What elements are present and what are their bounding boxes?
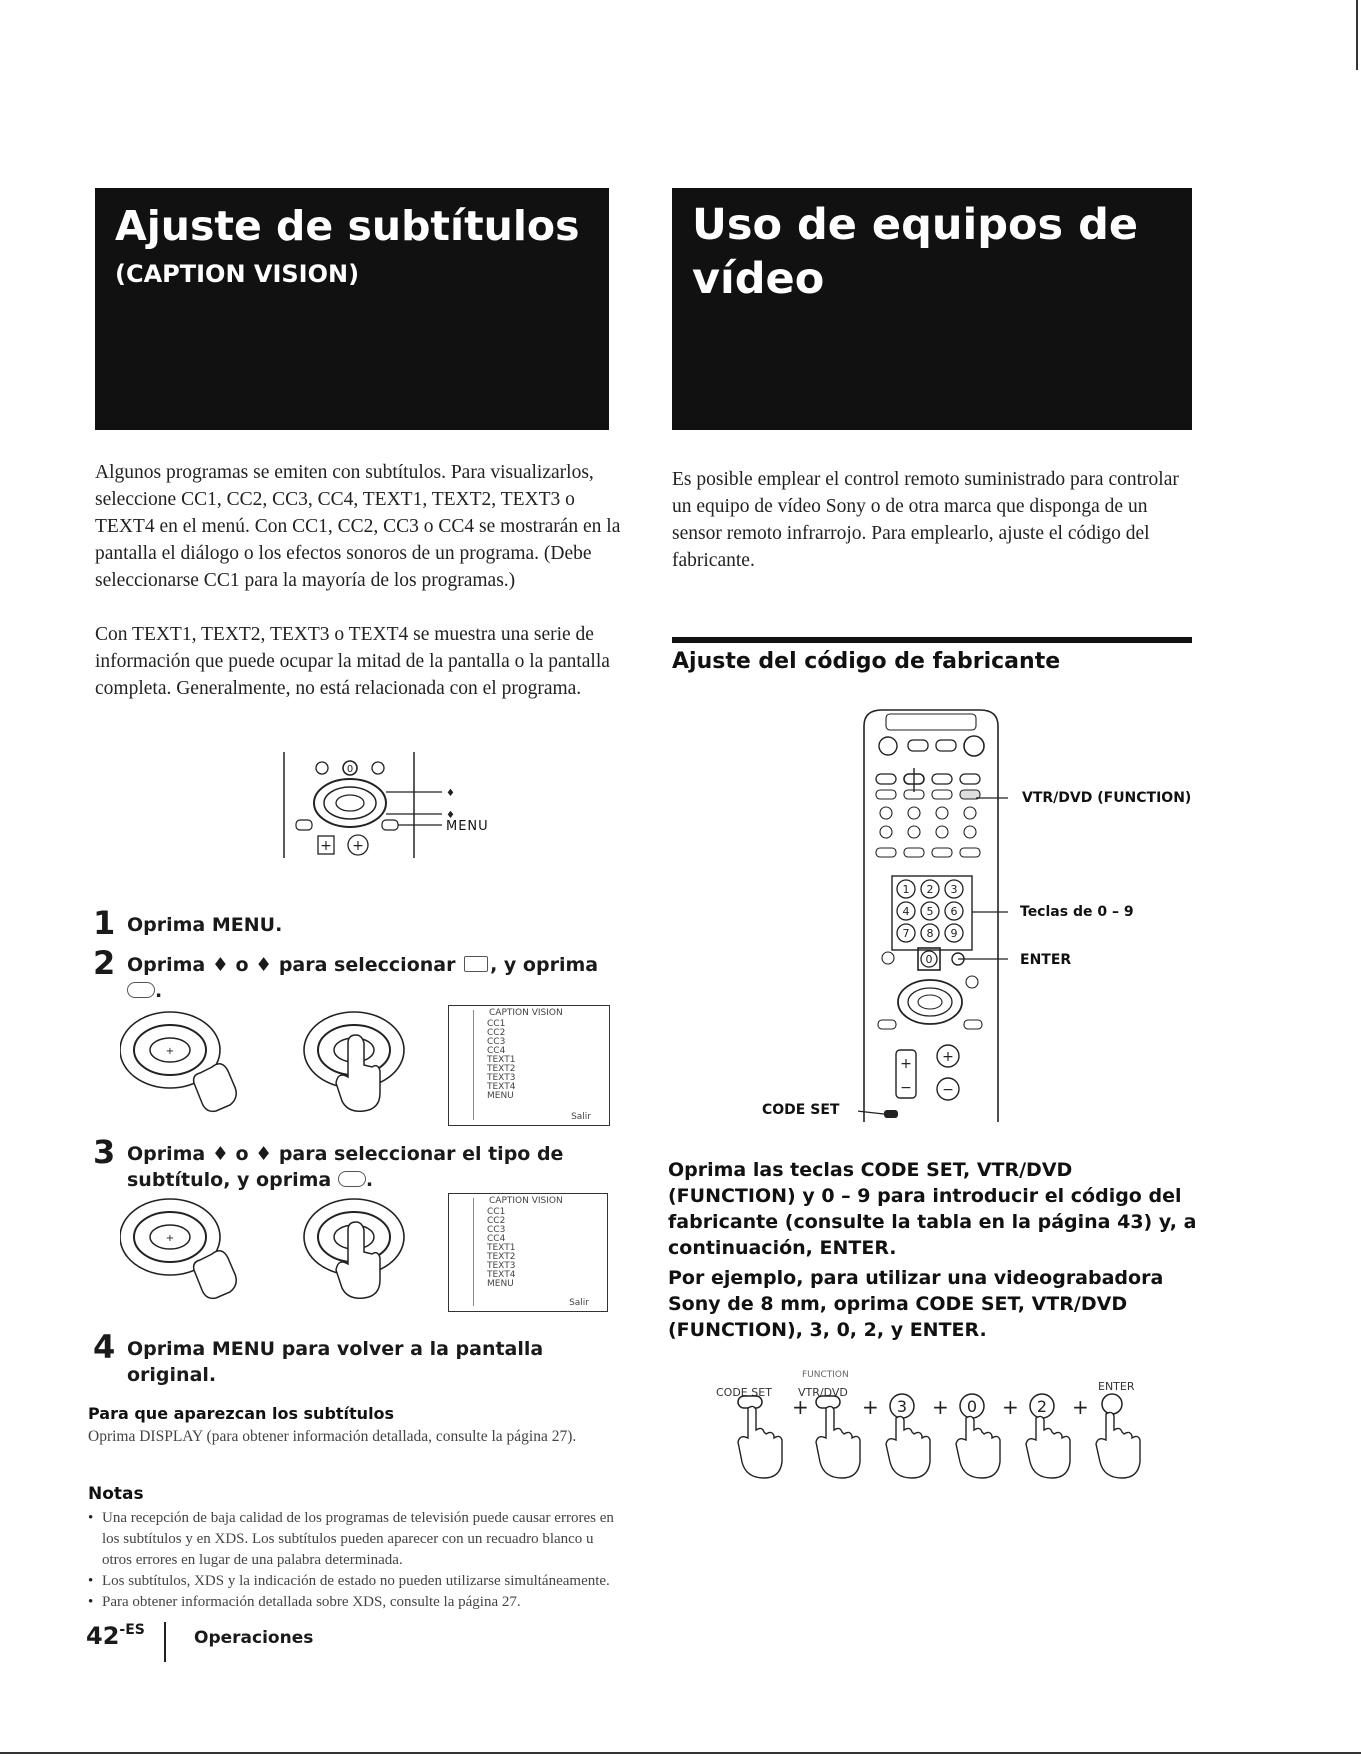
note-item: • Los subtítulos, XDS y la indicación de estado no pueden utilizarse simultáneamente. — [88, 1571, 618, 1592]
svg-text:0: 0 — [346, 764, 354, 775]
seq-function-top-label: FUNCTION — [802, 1370, 849, 1380]
menu-item: TEXT1 — [487, 1055, 516, 1065]
svg-text:+: + — [165, 1046, 175, 1057]
menu-item: CC1 — [487, 1207, 506, 1217]
svg-text:+: + — [320, 838, 332, 854]
step-2-text-part1: Oprima ♦ o ♦ para seleccionar — [127, 954, 456, 976]
plus-sign: + — [792, 1395, 809, 1419]
digit-label: 3 — [896, 1397, 908, 1416]
keys-callout-label: Teclas de 0 – 9 — [1020, 904, 1134, 920]
menu-item: CC2 — [487, 1028, 506, 1038]
page-lang: -ES — [119, 1622, 145, 1638]
caption-menu-screen-1 — [448, 1005, 610, 1126]
menu-screen-exit: Salir — [569, 1298, 589, 1308]
svg-text:3: 3 — [950, 883, 958, 896]
page-number: 42 — [86, 1622, 120, 1650]
svg-text:−: − — [900, 1080, 912, 1096]
caption-menu-screen-2 — [448, 1193, 608, 1312]
svg-text:7: 7 — [902, 927, 910, 940]
notes-list — [88, 1508, 618, 1613]
page-footer — [86, 1622, 314, 1662]
step-1-text: Oprima MENU. — [127, 914, 283, 936]
menu-item: CC4 — [487, 1046, 506, 1056]
footer-divider — [164, 1622, 166, 1662]
menu-screen-exit: Salir — [571, 1112, 591, 1122]
digit-2-key-hand — [1026, 1394, 1070, 1478]
left-banner-subtitle: (CAPTION VISION) — [115, 260, 360, 288]
enter-button-icon — [127, 982, 155, 998]
instruction-paragraph-2: Por ejemplo, para utilizar una videograbadora Sony de 8 mm, oprima CODE SET, VTR/DVD (FUNCTION), 3, 0, 2, y ENTER. — [668, 1267, 1164, 1341]
right-intro-paragraph: Es posible emplear el control remoto suministrado para controlar un equipo de vídeo Sony o de otra marca que disponga de un sensor remoto infrarrojo. Para emplearlo, ajuste el código del fabricante. — [672, 469, 1179, 571]
plus-sign: + — [1002, 1395, 1019, 1419]
svg-text:2: 2 — [926, 883, 934, 896]
show-subtitles-body: Oprima DISPLAY (para obtener información detallada, consulte la página 27). — [88, 1428, 577, 1445]
left-intro-paragraph-2: Con TEXT1, TEXT2, TEXT3 o TEXT4 se muestra una serie de información que puede ocupar la mitad de la pantalla o la pantalla completa. Generalmente, no está relacionada con el programa. — [95, 624, 610, 699]
step-4 — [93, 1328, 623, 1386]
plus-sign: + — [1072, 1395, 1089, 1419]
svg-text:6: 6 — [950, 905, 958, 918]
svg-text:+: + — [352, 838, 364, 854]
bottom-edge-line — [0, 1752, 1361, 1754]
step-2 — [93, 944, 623, 1002]
step-3-text: Oprima ♦ o ♦ para seleccionar el tipo de subtítulo, y oprima . — [127, 1143, 564, 1191]
section-rule — [672, 637, 1192, 643]
seq-function-label: VTR/DVD — [798, 1386, 848, 1399]
left-banner — [95, 188, 609, 430]
enter-callout-label: ENTER — [1020, 952, 1072, 968]
menu-item: CC2 — [487, 1216, 506, 1226]
instruction-paragraph-1: Oprima las teclas CODE SET, VTR/DVD (FUNCTION) y 0 – 9 para introducir el código del fabricante (consulte la tabla en la página 43) y, a continuación, ENTER. — [668, 1159, 1197, 1259]
menu-item: TEXT3 — [487, 1073, 516, 1083]
menu-item: TEXT2 — [487, 1064, 516, 1074]
menu-callout-label: MENU — [446, 819, 489, 834]
enter-key-hand — [1096, 1394, 1140, 1478]
svg-text:5: 5 — [926, 905, 934, 918]
show-subtitles-heading: Para que aparezcan los subtítulos — [88, 1404, 395, 1423]
menu-screen-title: CAPTION VISION — [489, 1196, 563, 1206]
svg-text:1: 1 — [902, 883, 910, 896]
step-3-illustration — [120, 1192, 420, 1302]
menu-item: CC3 — [487, 1225, 506, 1235]
svg-text:♦: ♦ — [446, 788, 455, 799]
step-4-number: 4 — [93, 1328, 116, 1366]
menu-item: TEXT4 — [487, 1082, 516, 1092]
svg-text:0: 0 — [925, 953, 933, 966]
remote-detail-illustration — [282, 752, 522, 860]
step-2-text: Oprima ♦ o ♦ para seleccionar , y oprima . — [127, 954, 599, 1002]
section-title: Ajuste del código de fabricante — [672, 649, 1061, 674]
menu-item: MENU — [487, 1091, 514, 1101]
svg-text:+: + — [900, 1056, 912, 1072]
right-banner-title-line1: Uso de equipos de — [692, 200, 1139, 250]
menu-item: CC4 — [487, 1234, 506, 1244]
step-3-number: 3 — [93, 1133, 116, 1171]
step-2-text-part2: , y oprima — [490, 954, 599, 976]
menu-screen-list — [487, 1020, 515, 1101]
step-1-number: 1 — [93, 904, 116, 942]
menu-item: TEXT4 — [487, 1270, 516, 1280]
digit-3-key-hand — [886, 1394, 930, 1478]
digit-label: 0 — [966, 1397, 978, 1416]
svg-text:9: 9 — [950, 927, 958, 940]
enter-button-icon — [338, 1171, 366, 1187]
menu-item: CC3 — [487, 1037, 506, 1047]
menu-screen-sidebar — [455, 1198, 474, 1306]
menu-item: CC1 — [487, 1019, 506, 1029]
cc-icon — [464, 956, 488, 972]
right-edge-line — [1356, 0, 1358, 70]
svg-text:+: + — [942, 1049, 954, 1065]
code-set-key-hand — [738, 1396, 782, 1478]
step-3-text-body: Oprima ♦ o ♦ para seleccionar el tipo de subtítulo, y oprima — [127, 1143, 564, 1191]
right-banner — [672, 188, 1192, 430]
svg-text:8: 8 — [926, 927, 934, 940]
menu-screen-title: CAPTION VISION — [489, 1008, 563, 1018]
right-banner-title-line2: vídeo — [692, 254, 825, 304]
left-intro-paragraph-1: Algunos programas se emiten con subtítulos. Para visualizarlos, seleccione CC1, CC2, CC3, CC4, TEXT1, TEXT2, TEXT3 o TEXT4 en el menú. Con CC1, CC2, CC3 o CC4 se mostrarán en la pantalla el diálogo o los efectos sonoros de un programa. (Debe seleccionarse CC1 para la mayoría de los programas.) — [95, 462, 621, 591]
function-key-hand — [816, 1396, 860, 1478]
svg-text:−: − — [942, 1082, 954, 1098]
step-3 — [93, 1133, 623, 1191]
menu-item: TEXT1 — [487, 1243, 516, 1253]
remote-control-illustration — [858, 708, 1008, 1124]
footer-section: Operaciones — [194, 1628, 314, 1648]
menu-screen-sidebar — [455, 1010, 474, 1120]
step-4-text: Oprima MENU para volver a la pantalla original. — [127, 1338, 544, 1386]
note-item: • Una recepción de baja calidad de los programas de televisión puede causar errores en los subtítulos y en XDS. Los subtítulos pueden aparecer con un recuadro blanco u otros errores en lugar de una palabra determinada. — [88, 1508, 618, 1571]
step-2-illustration — [120, 1005, 420, 1115]
plus-sign: + — [932, 1395, 949, 1419]
menu-screen-list — [487, 1208, 515, 1289]
step-1 — [93, 904, 613, 942]
key-sequence-illustration — [712, 1392, 1152, 1492]
seq-code-set-label: CODE SET — [716, 1386, 772, 1399]
code-set-callout-label: CODE SET — [762, 1102, 840, 1118]
svg-text:+: + — [165, 1233, 175, 1244]
menu-item: TEXT3 — [487, 1261, 516, 1271]
digit-label: 2 — [1036, 1397, 1048, 1416]
step-2-number: 2 — [93, 944, 116, 982]
svg-text:♦: ♦ — [446, 810, 455, 821]
note-item: • Para obtener información detallada sobre XDS, consulte la página 27. — [88, 1592, 618, 1613]
left-banner-title: Ajuste de subtítulos — [115, 202, 580, 250]
menu-item: TEXT2 — [487, 1252, 516, 1262]
seq-enter-label: ENTER — [1098, 1380, 1135, 1393]
menu-item: MENU — [487, 1279, 514, 1289]
plus-sign: + — [862, 1395, 879, 1419]
svg-text:4: 4 — [902, 905, 910, 918]
digit-0-key-hand — [956, 1394, 1000, 1478]
notes-heading: Notas — [88, 1484, 144, 1504]
function-callout-label: VTR/DVD (FUNCTION) — [1022, 790, 1192, 806]
